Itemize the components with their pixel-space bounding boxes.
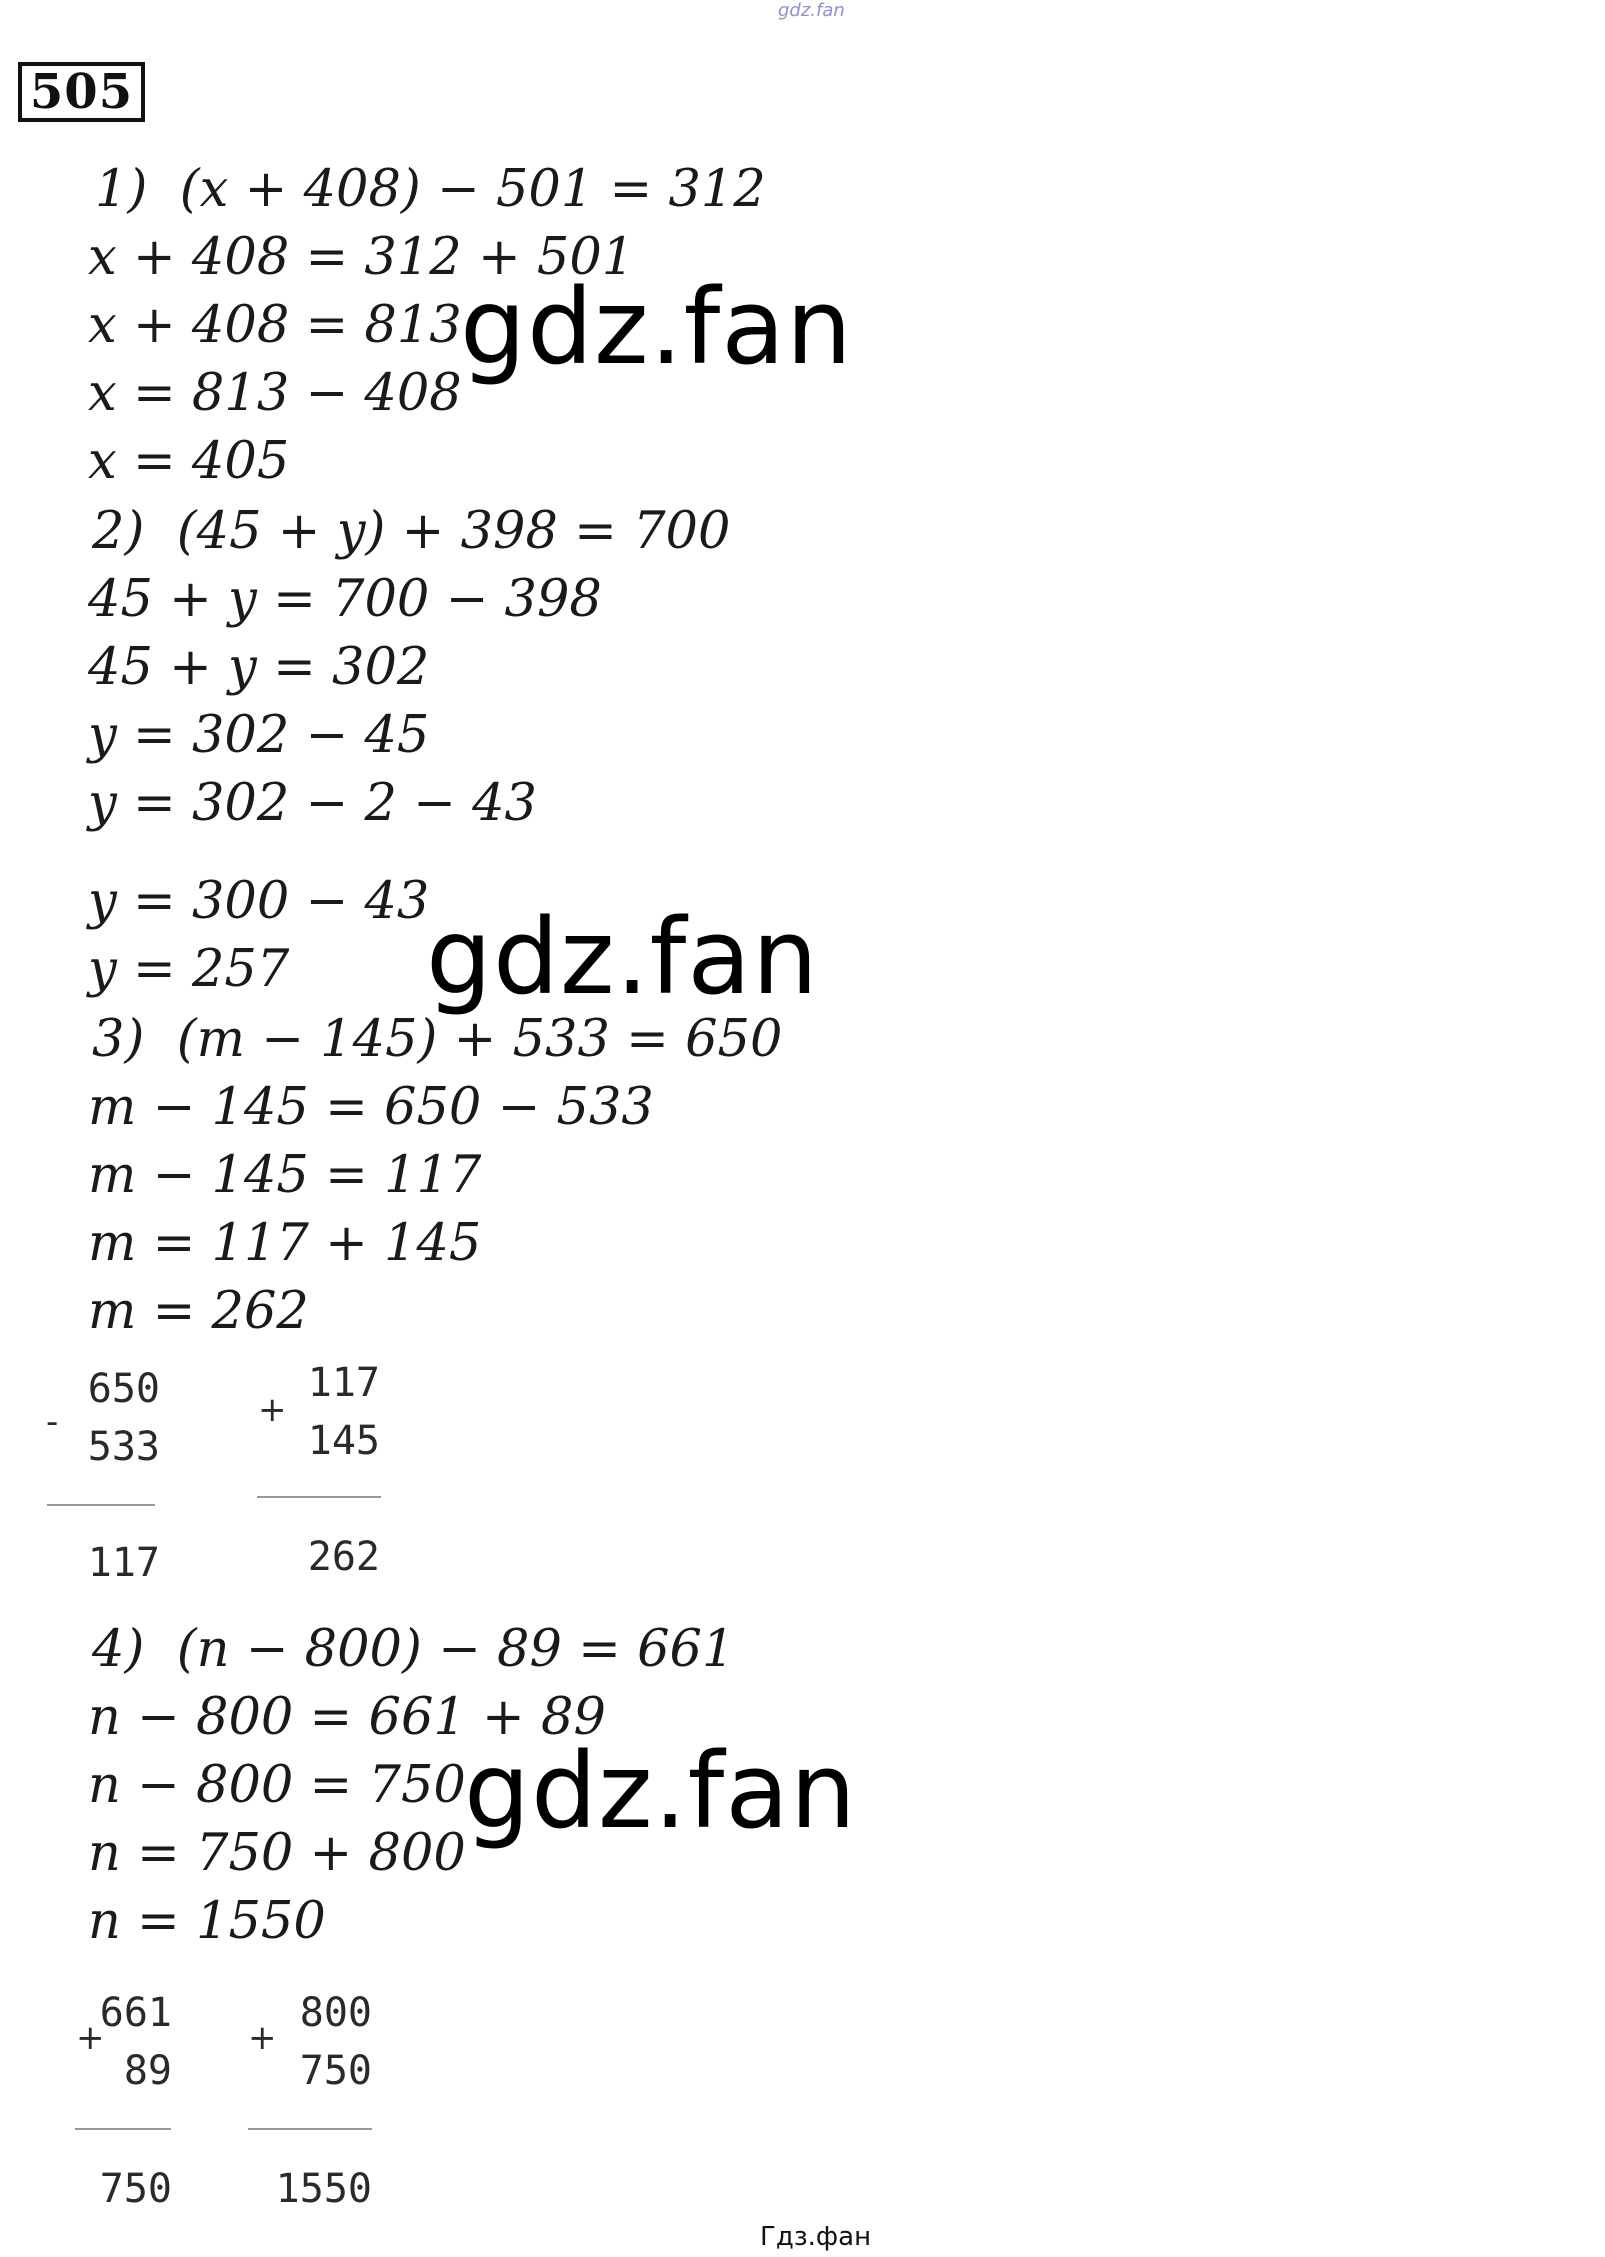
watermark: gdz.fan — [426, 896, 819, 1018]
equation-line: 1) (x + 408) − 501 = 312 — [95, 160, 766, 219]
plus-sign: + — [258, 1390, 287, 1430]
column-operand: 650 — [87, 1366, 160, 1412]
plus-sign: + — [76, 2018, 105, 2058]
column-result: 1550 — [275, 2166, 372, 2212]
equation-line: m = 117 + 145 — [88, 1214, 482, 1273]
equation-line: n − 800 = 661 + 89 — [88, 1688, 606, 1747]
column-operand: 800 — [299, 1990, 372, 2036]
equation-line: 2) (45 + y) + 398 = 700 — [92, 502, 731, 561]
equation-line: m − 145 = 650 − 533 — [88, 1078, 654, 1137]
equation-line: y = 300 − 43 — [88, 872, 430, 931]
problem-number: 505 — [18, 62, 145, 122]
column-operand: 661 — [99, 1990, 172, 2036]
column-result: 262 — [307, 1534, 380, 1580]
plus-sign: + — [248, 2018, 277, 2058]
equation-line: n − 800 = 750 — [88, 1756, 466, 1815]
equation-line: 4) (n − 800) − 89 = 661 — [92, 1620, 735, 1679]
equation-line: 45 + y = 302 — [88, 638, 430, 697]
column-operand: 145 — [307, 1418, 380, 1464]
top-watermark: gdz.fan — [778, 0, 845, 21]
minus-sign: - — [46, 1402, 59, 1442]
equation-line: m = 262 — [88, 1282, 309, 1341]
equation-line: x = 405 — [88, 432, 290, 491]
column-operand: 89 — [123, 2048, 172, 2094]
column-result: 750 — [99, 2166, 172, 2212]
equation-line: y = 257 — [88, 940, 290, 999]
column-rule — [257, 1496, 381, 1498]
equation-line: n = 1550 — [88, 1892, 326, 1951]
column-rule — [75, 2128, 171, 2130]
equation-line: x = 813 − 408 — [88, 364, 462, 423]
column-rule — [248, 2128, 372, 2130]
equation-line: x + 408 = 813 — [88, 296, 462, 355]
column-operand: 750 — [299, 2048, 372, 2094]
equation-line: n = 750 + 800 — [88, 1824, 466, 1883]
equation-line: y = 302 − 2 − 43 — [88, 774, 537, 833]
column-operand: 533 — [87, 1424, 160, 1470]
watermark: gdz.fan — [464, 1730, 857, 1852]
equation-line: x + 408 = 312 + 501 — [88, 228, 635, 287]
equation-line: 45 + y = 700 − 398 — [88, 570, 602, 629]
equation-line: y = 302 − 45 — [88, 706, 430, 765]
equation-line: 3) (m − 145) + 533 = 650 — [92, 1010, 783, 1069]
column-operand: 117 — [307, 1360, 380, 1406]
equation-line: m − 145 = 117 — [88, 1146, 482, 1205]
column-result: 117 — [87, 1540, 160, 1586]
footer-watermark: Гдз.фан — [760, 2222, 872, 2252]
column-rule — [47, 1504, 155, 1506]
watermark: gdz.fan — [460, 266, 853, 388]
